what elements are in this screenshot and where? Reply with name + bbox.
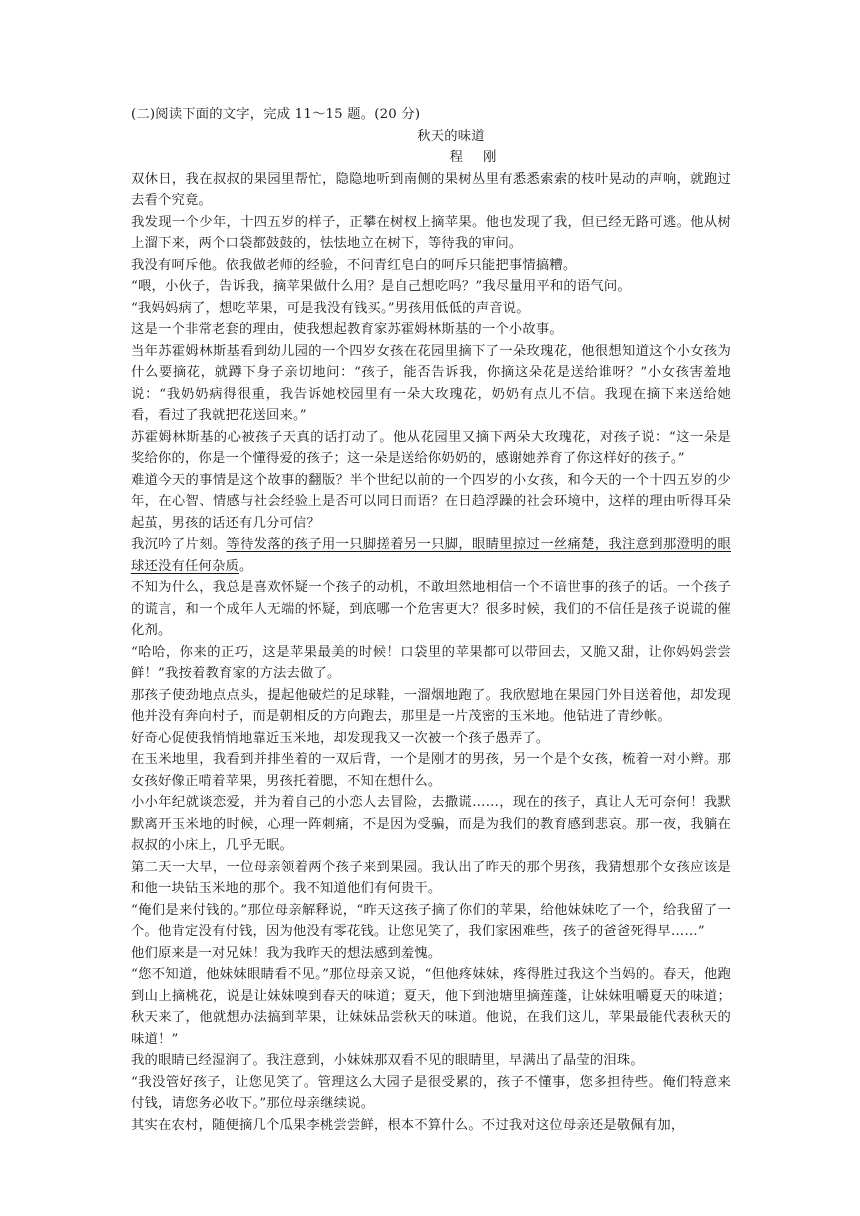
paragraph: 不知为什么，我总是喜欢怀疑一个孩子的动机，不敢坦然地相信一个不谙世事的孩子的话。一个孩子的谎言，和一个成年人无端的怀疑，到底哪一个危害更大？很多时候，我们的不信任是孩子说谎的催化剂。 [131,580,731,638]
paragraph: 好奇心促使我悄悄地靠近玉米地，却发现我又一次被一个孩子愚弄了。 [131,730,550,746]
paragraph: “我妈妈病了，想吃苹果，可是我没有钱买。”男孩用低低的声音说。 [131,300,530,316]
paragraph: 他们原来是一对兄妹！我为我昨天的想法感到羞愧。 [131,945,442,961]
paragraph: “喂，小伙子，告诉我，摘苹果做什么用？是自己想吃吗？”我尽量用平和的语气问。 [131,279,631,294]
paragraph: 双休日，我在叔叔的果园里帮忙，隐隐地听到南侧的果树丛里有悉悉索索的枝叶晃动的声响，就跑过去看个究竟。 [131,171,731,208]
paragraph: 在玉米地里，我看到并排坐着的一双后背，一个是刚才的男孩，另一个是个女孩，梳着一对小辫。那女孩好像正啃着苹果，男孩托着腮，不知在想什么。 [131,752,731,789]
paragraph: “哈哈，你来的正巧，这是苹果最美的时候！口袋里的苹果都可以带回去，又脆又甜，让你妈妈尝尝鲜！”我按着教育家的方法去做了。 [131,644,731,681]
paragraph-with-underline [131,534,731,577]
paragraph: 我的眼睛已经湿润了。我注意到，小妹妹那双看不见的眼睛里，早满出了晶莹的泪珠。 [131,1053,644,1068]
paragraph: “您不知道，他妹妹眼睛看不见。”那位母亲又说，“但他疼妹妹，疼得胜过我这个当妈的。春天，他跑到山上摘桃花，说是让妹妹嗅到春天的味道；夏天，他下到池塘里摘莲蓬，让妹妹咀嚼夏天的味道；秋天来了，他就想办法搞到苹果，让妹妹品尝秋天的味道。他说，在我们这儿，苹果最能代表秋天的味道！” [131,967,731,1047]
underlined-sentence: 等待发落的孩子用一只脚搓着另一只脚，眼睛里掠过一丝痛楚，我注意到那澄明的眼球还没有任何杂质 [131,537,731,574]
paragraph: 这是一个非常老套的理由，使我想起教育家苏霍姆林斯基的一个小故事。 [131,322,563,337]
question-instruction: (二)阅读下面的文字，完成 11～15 题。(20 分) [131,107,421,122]
paragraph: 那孩子使劲地点点头，提起他破烂的足球鞋，一溜烟地跑了。我欣慰地在果园门外目送着他，却发现他并没有奔向村子，而是朝相反的方向跑去，那里是一片茂密的玉米地。他钻进了青纱帐。 [131,687,731,724]
paragraph: 我发现一个少年，十四五岁的样子，正攀在树杈上摘苹果。他也发现了我，但已经无路可逃。他从树上溜下来，两个口袋都鼓鼓的，怯怯地立在树下，等待我的审问。 [131,214,731,251]
paragraph: 难道今天的事情是这个故事的翻版？半个世纪以前的一个四岁的小女孩，和今天的一个十四五岁的少年，在心智、情感与社会经验上是否可以同日而语？在日趋浮躁的社会环境中，这样的理由听得耳朵起茧，男孩的话还有几分可信？ [131,472,731,531]
document-page [131,104,731,1136]
paragraph: “俺们是来付钱的。”那位母亲解释说，“昨天这孩子摘了你们的苹果，给他妹妹吃了一个，给我留了一个。他肯定没有付钱，因为他没有零花钱。让您见笑了，我们家困难些，孩子的爸爸死得早……” [131,902,731,939]
paragraph: 苏霍姆林斯基的心被孩子天真的话打动了。他从花园里又摘下两朵大玫瑰花，对孩子说：“这一朵是奖给你的，你是一个懂得爱的孩子；这一朵是送给你奶奶的，感谢她养育了你这样好的孩子。” [131,429,731,466]
paragraph: 我没有呵斥他。依我做老师的经验，不问青红皂白的呵斥只能把事情搞糟。 [131,257,577,273]
paragraph-text: 。 [238,558,253,574]
article-author: 程 刚 [449,150,505,165]
paragraph: 小小年纪就谈恋爱，并为着自己的小恋人去冒险，去撒谎……，现在的孩子，真让人无可奈何！我默默离开玉米地的时候，心理一阵刺痛，不是因为受骗，而是为我们的教育感到悲哀。那一夜，我躺在叔叔的小床上，几乎无眠。 [131,795,731,853]
paragraph: “我没管好孩子，让您见笑了。管理这么大园子是很受累的，孩子不懂事，您多担待些。俺们特意来付钱，请您务必收下。”那位母亲继续说。 [131,1074,731,1111]
paragraph: 当年苏霍姆林斯基看到幼儿园的一个四岁女孩在花园里摘下了一朵玫瑰花，他很想知道这个小女孩为什么要摘花，就蹲下身子亲切地问：“孩子，能否告诉我，你摘这朵花是送给谁呀？”小女孩害羞地说：“我奶奶病得很重，我告诉她校园里有一朵大玫瑰花，奶奶有点儿不信。我现在摘下来送给她看，看过了我就把花送回来。” [131,343,731,423]
paragraph: 其实在农村，随便摘几个瓜果李桃尝尝鲜，根本不算什么。不过我对这位母亲还是敬佩有加， [131,1117,685,1133]
paragraph-text: 我沉吟了片刻。 [131,537,227,552]
article-title: 秋天的味道 [417,128,485,144]
paragraph: 第二天一大早，一位母亲领着两个孩子来到果园。我认出了昨天的那个男孩，我猜想那个女孩应该是和他一块钻玉米地的那个。我不知道他们有何贵干。 [131,859,731,896]
